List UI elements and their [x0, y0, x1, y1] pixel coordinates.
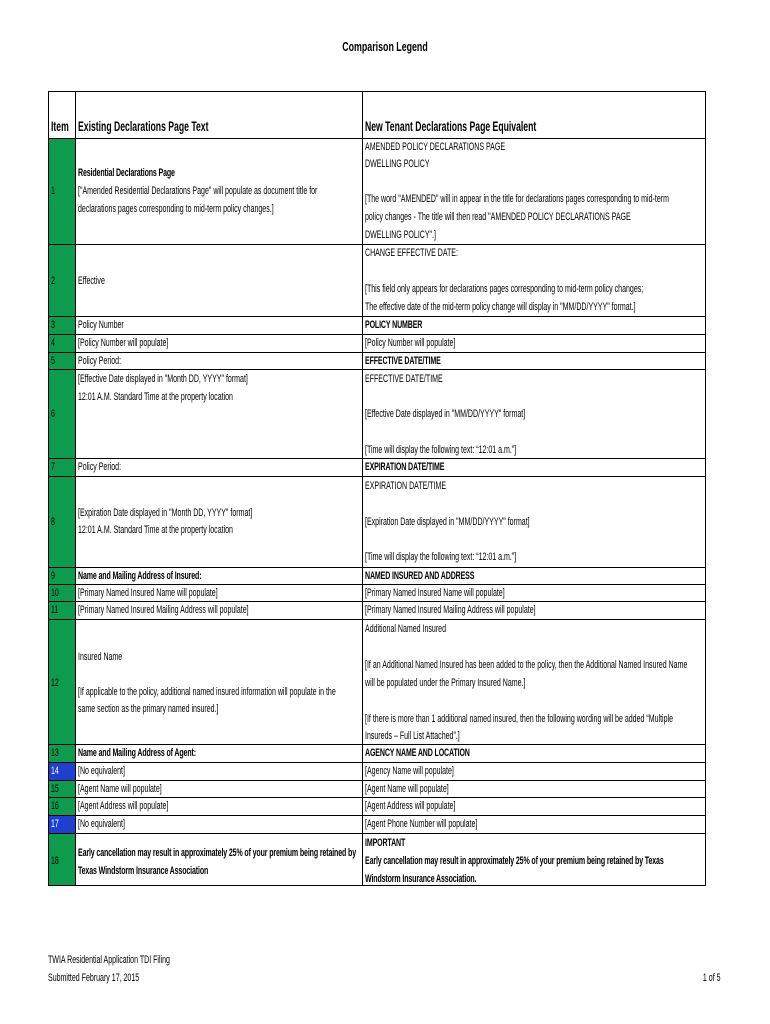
item-number-cell	[49, 459, 75, 476]
new-text-line: EXPIRATION DATE/TIME	[365, 479, 447, 492]
existing-text-cell	[75, 335, 362, 352]
item-number-cell	[49, 335, 75, 352]
item-number-cell	[49, 745, 75, 762]
existing-text-line: same section as the primary named insured.]	[78, 702, 219, 715]
item-number: 5	[51, 355, 55, 367]
existing-text-line: 12:01 A.M. Standard Time at the property location	[78, 523, 233, 536]
existing-text-line: Policy Period:	[78, 355, 122, 367]
new-text-line: POLICY NUMBER	[365, 319, 423, 331]
new-equivalent-cell	[362, 585, 705, 601]
new-text-line: AGENCY NAME AND LOCATION	[365, 747, 470, 759]
existing-text-cell	[75, 370, 362, 458]
existing-text-cell	[75, 763, 362, 780]
existing-text-line: Texas Windstorm Insurance Association	[78, 864, 209, 877]
item-number: 15	[51, 783, 59, 795]
new-text-line: [Primary Named Insured Name will populate]	[365, 587, 505, 599]
table-row	[49, 797, 705, 815]
new-equivalent-cell	[362, 745, 705, 762]
table-header-row	[49, 92, 705, 138]
table-row	[49, 601, 705, 619]
table-row	[49, 316, 705, 334]
new-text-line: Insureds – Full List Attached”.]	[365, 729, 460, 742]
item-number-cell	[49, 602, 75, 619]
new-text-line: EXPIRATION DATE/TIME	[365, 461, 445, 473]
item-number: 2	[51, 274, 55, 287]
new-text-line: Early cancellation may result in approximately 25% of your premium being retained by Texas	[365, 854, 664, 867]
table-row	[49, 619, 705, 744]
item-number-cell	[49, 620, 75, 744]
table-row	[49, 244, 705, 316]
new-column-header: New Tenant Declarations Page Equivalent	[365, 118, 537, 134]
new-text-line: CHANGE EFFECTIVE DATE:	[365, 247, 458, 259]
table-row	[49, 815, 705, 833]
existing-text-line: Name and Mailing Address of Insured:	[78, 570, 202, 582]
new-equivalent-cell	[362, 763, 705, 780]
existing-text-cell	[75, 245, 362, 316]
existing-text-cell	[75, 620, 362, 744]
table-row	[49, 780, 705, 797]
new-text-line: IMPORTANT	[365, 836, 406, 849]
existing-text-line: [Expiration Date displayed in "Month DD, YYYY" format]	[78, 506, 253, 519]
item-number: 9	[51, 570, 55, 582]
item-number: 11	[51, 604, 59, 616]
existing-text-cell	[75, 781, 362, 797]
item-number-cell	[49, 353, 75, 369]
item-number: 16	[51, 800, 59, 812]
existing-text-line: [Primary Named Insured Name will populate]	[78, 587, 218, 599]
new-text-line: AMENDED POLICY DECLARATIONS PAGE	[365, 141, 506, 153]
existing-text-line: declarations pages corresponding to mid-term policy changes.]	[78, 202, 274, 215]
item-number: 7	[51, 461, 55, 473]
new-text-line: will be populated under the Primary Insured Name.]	[365, 676, 526, 689]
page-number: 1 of 5	[703, 972, 721, 984]
item-number-cell	[49, 781, 75, 797]
existing-text-line: [No equivalent]	[78, 818, 125, 830]
new-equivalent-cell	[362, 816, 705, 833]
new-text-line: Windstorm Insurance Association.	[365, 872, 477, 885]
item-number-cell	[49, 798, 75, 815]
new-text-line: [If an Additional Named Insured has been added to the policy, then the Additional Named Insured Name	[365, 658, 688, 671]
item-number: 3	[51, 319, 55, 331]
existing-text-line: [Agent Address will populate]	[78, 800, 169, 812]
item-number: 6	[51, 407, 55, 420]
new-text-line: [If there is more than 1 additional named insured, then the following wording will be added “Multiple	[365, 712, 673, 725]
existing-text-cell	[75, 477, 362, 567]
existing-text-line: 12:01 A.M. Standard Time at the property location	[78, 390, 233, 403]
new-equivalent-cell	[362, 568, 705, 584]
existing-text-line: [Primary Named Insured Mailing Address will populate]	[78, 604, 249, 616]
existing-text-line: [No equivalent]	[78, 765, 125, 777]
table-row	[49, 476, 705, 567]
item-number-cell	[49, 763, 75, 780]
comparison-legend-table	[48, 91, 706, 886]
new-equivalent-cell	[362, 139, 705, 244]
new-equivalent-cell	[362, 620, 705, 744]
new-equivalent-cell	[362, 353, 705, 369]
new-text-line: [Expiration Date displayed in "MM/DD/YYYY" format]	[365, 515, 530, 528]
new-text-line: [Agency Name will populate]	[365, 765, 454, 777]
existing-text-line: [Policy Number will populate]	[78, 337, 169, 349]
existing-text-line: [Agent Name will populate]	[78, 783, 162, 795]
item-number-cell	[49, 317, 75, 334]
existing-text-cell	[75, 816, 362, 833]
existing-text-cell	[75, 602, 362, 619]
table-row	[49, 369, 705, 458]
new-equivalent-cell	[362, 245, 705, 316]
new-text-line: The effective date of the mid-term policy change will display in "MM/DD/YYYY" format.]	[365, 300, 636, 313]
new-text-line: DWELLING POLICY	[365, 157, 430, 170]
item-number-cell	[49, 139, 75, 244]
existing-text-line: [If applicable to the policy, additional named insured information will populate in the	[78, 685, 336, 698]
existing-text-line: Policy Period:	[78, 461, 122, 473]
item-number: 14	[51, 765, 59, 777]
item-number: 17	[51, 818, 59, 830]
existing-text-line: Early cancellation may result in approximately 25% of your premium being retained by	[78, 846, 356, 859]
existing-text-line: Insured Name	[78, 650, 123, 663]
existing-text-cell	[75, 353, 362, 369]
item-number-cell	[49, 816, 75, 833]
table-row	[49, 352, 705, 369]
new-equivalent-cell	[362, 477, 705, 567]
existing-column-header: Existing Declarations Page Text	[78, 118, 209, 134]
item-number: 8	[51, 515, 55, 528]
new-text-line: [Time will display the following text: “12:01 a.m.”]	[365, 550, 517, 563]
new-text-line: [Primary Named Insured Mailing Address will populate]	[365, 604, 536, 616]
new-header-cell	[362, 92, 705, 138]
item-number-cell	[49, 477, 75, 567]
table-row	[49, 762, 705, 780]
item-number: 13	[51, 747, 59, 759]
table-row	[49, 458, 705, 476]
item-number-cell	[49, 370, 75, 458]
item-number-cell	[49, 568, 75, 584]
new-text-line: [Agent Address will populate]	[365, 800, 456, 812]
item-number-cell	[49, 585, 75, 601]
item-number: 4	[51, 337, 55, 349]
new-text-line: [Policy Number will populate]	[365, 337, 456, 349]
new-text-line: [The word "AMENDED" will in appear in the title for declarations pages corresponding to mid-term	[365, 192, 669, 205]
new-equivalent-cell	[362, 370, 705, 458]
new-text-line: DWELLING POLICY".]	[365, 228, 436, 241]
new-text-line: EFFECTIVE DATE/TIME	[365, 355, 441, 367]
existing-text-line: Effective	[78, 274, 105, 287]
new-equivalent-cell	[362, 834, 705, 886]
item-number-cell	[49, 834, 75, 886]
new-text-line: [This field only appears for declarations pages corresponding to mid-term policy changes;	[365, 282, 644, 295]
new-equivalent-cell	[362, 459, 705, 476]
table-row	[49, 138, 705, 244]
new-text-line: [Agent Name will populate]	[365, 783, 449, 795]
footer-submitted-date: Submitted February 17, 2015	[48, 972, 140, 984]
existing-text-cell	[75, 139, 362, 244]
existing-text-line: Residential Declarations Page	[78, 166, 175, 179]
table-row	[49, 334, 705, 352]
existing-text-line: Policy Number	[78, 319, 124, 331]
new-text-line: [Agent Phone Number will populate]	[365, 818, 478, 830]
item-number: 1	[51, 184, 55, 197]
item-column-header: Item	[51, 118, 69, 134]
new-text-line: EFFECTIVE DATE/TIME	[365, 372, 443, 385]
existing-text-cell	[75, 834, 362, 886]
new-equivalent-cell	[362, 798, 705, 815]
new-equivalent-cell	[362, 781, 705, 797]
new-text-line: [Time will display the following text: “12:01 a.m.”]	[365, 443, 517, 456]
existing-text-line: Name and Mailing Address of Agent:	[78, 747, 196, 759]
new-text-line: NAMED INSURED AND ADDRESS	[365, 570, 475, 582]
existing-text-cell	[75, 459, 362, 476]
existing-text-cell	[75, 568, 362, 584]
item-number: 10	[51, 587, 59, 599]
existing-text-line: ["Amended Residential Declarations Page" will populate as document title for	[78, 184, 318, 197]
new-text-line: policy changes - The title will then read "AMENDED POLICY DECLARATIONS PAGE	[365, 210, 631, 223]
existing-text-cell	[75, 317, 362, 334]
table-row	[49, 584, 705, 601]
new-equivalent-cell	[362, 335, 705, 352]
table-row	[49, 833, 705, 886]
new-equivalent-cell	[362, 317, 705, 334]
table-row	[49, 744, 705, 762]
existing-text-cell	[75, 798, 362, 815]
footer-filing-name: TWIA Residential Application TDI Filing	[48, 954, 170, 966]
new-equivalent-cell	[362, 602, 705, 619]
item-number: 18	[51, 854, 59, 867]
existing-text-line: [Effective Date displayed in "Month DD, YYYY" format]	[78, 372, 248, 385]
document-title: Comparison Legend	[342, 39, 428, 54]
new-text-line: Additional Named Insured	[365, 622, 447, 635]
table-row	[49, 567, 705, 584]
existing-text-cell	[75, 585, 362, 601]
existing-text-cell	[75, 745, 362, 762]
item-header-cell	[49, 92, 75, 138]
item-number: 12	[51, 676, 59, 689]
new-text-line: [Effective Date displayed in "MM/DD/YYYY" format]	[365, 407, 526, 420]
existing-header-cell	[75, 92, 362, 138]
item-number-cell	[49, 245, 75, 316]
